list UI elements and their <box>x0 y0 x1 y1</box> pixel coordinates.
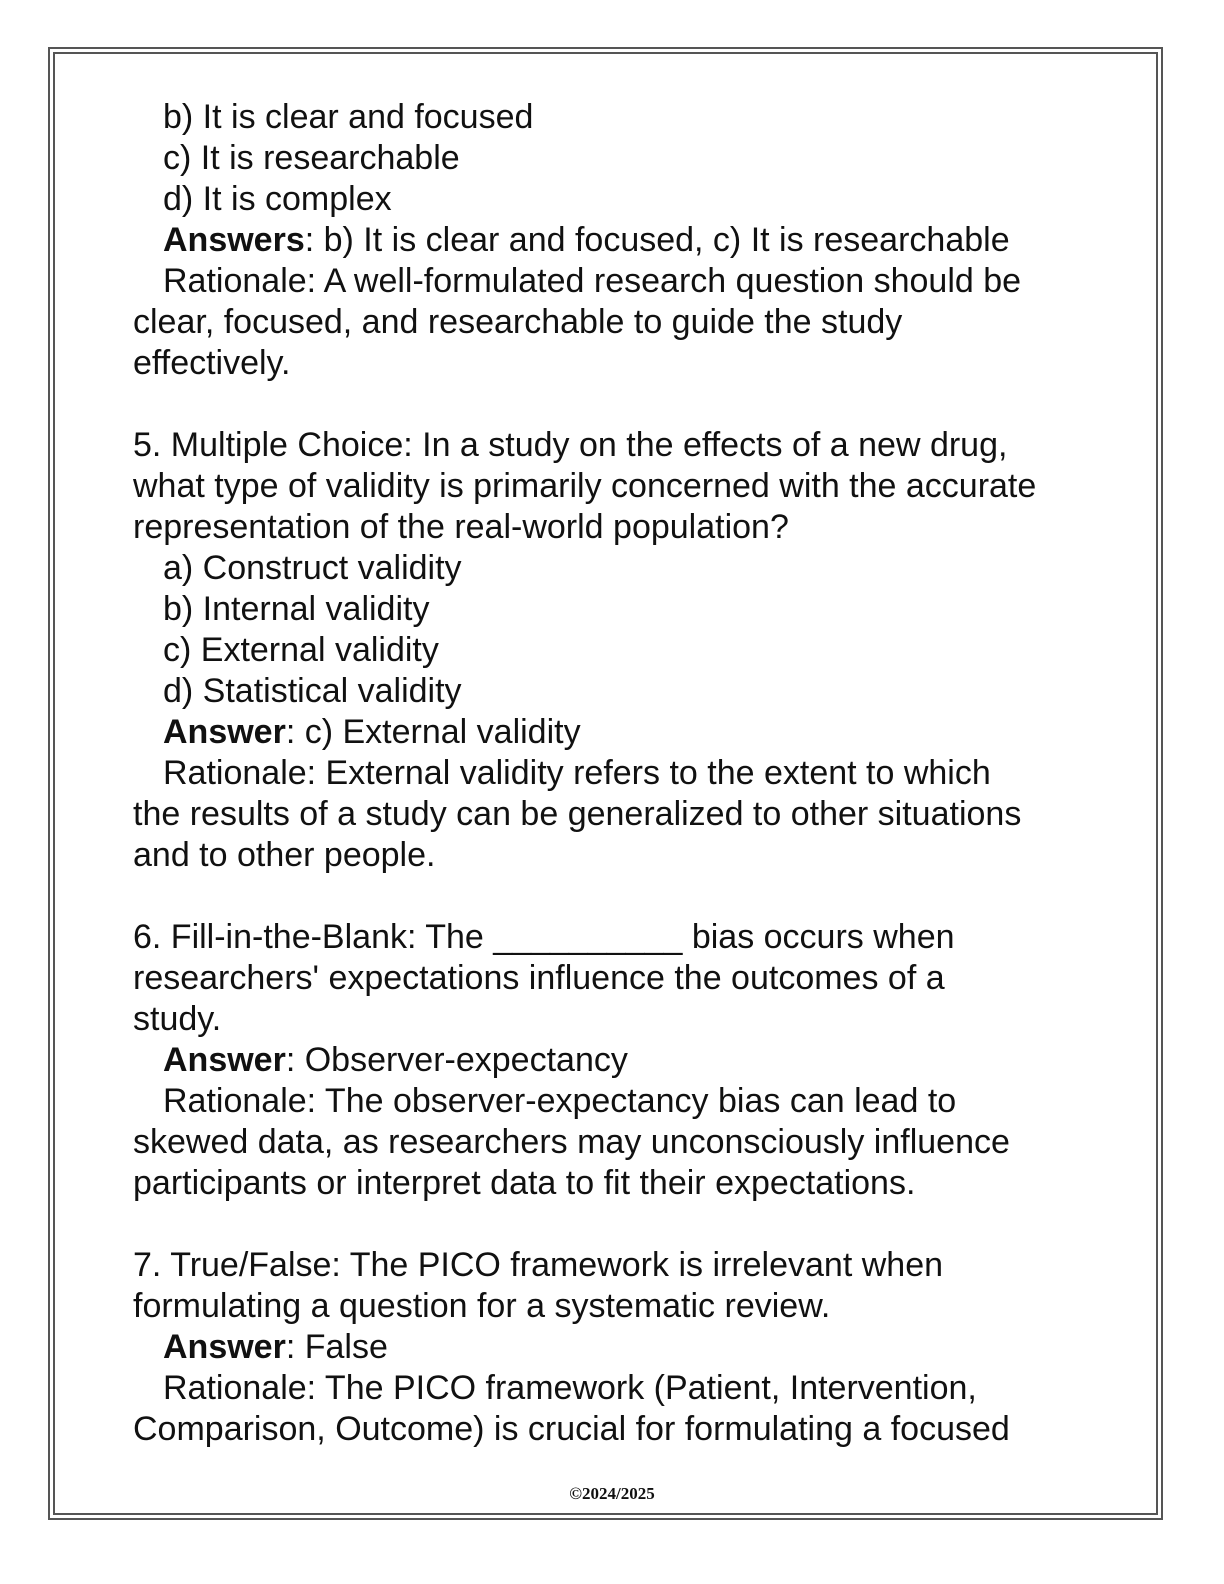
option-c: c) It is researchable <box>163 139 460 177</box>
question-text: 6. Fill-in-the-Blank: The __________ bias occurs when <box>133 918 955 956</box>
rationale-line: Rationale: The PICO framework (Patient, Intervention, <box>163 1369 977 1407</box>
option-d: d) Statistical validity <box>163 672 462 710</box>
question-7 <box>133 1245 1093 1450</box>
option-b: b) It is clear and focused <box>163 98 534 136</box>
document-body <box>133 97 1093 1450</box>
answer-label: Answer <box>163 1328 286 1366</box>
rationale-line: skewed data, as researchers may unconsciously influence <box>133 1123 1010 1161</box>
page-footer-copyright: ©2024/2025 <box>569 1484 655 1503</box>
question-4 <box>133 97 1093 384</box>
question-text: 5. Multiple Choice: In a study on the effects of a new drug, <box>133 426 1008 464</box>
answer-text: : Observer-expectancy <box>285 1041 628 1079</box>
answer-text: : b) It is clear and focused, c) It is researchable <box>304 221 1010 259</box>
rationale-line: the results of a study can be generalized to other situations <box>133 795 1022 833</box>
answer-label: Answer <box>163 713 286 751</box>
rationale-line: clear, focused, and researchable to guide the study <box>133 303 903 341</box>
answer-text: : False <box>285 1328 388 1366</box>
answer-line <box>133 1040 1093 1081</box>
question-text: formulating a question for a systematic review. <box>133 1287 831 1325</box>
question-text: study. <box>133 1000 222 1038</box>
option-d: d) It is complex <box>163 180 392 218</box>
rationale-line: Rationale: A well-formulated research question should be <box>163 262 1022 300</box>
answer-text: : c) External validity <box>285 713 581 751</box>
rationale-line: Comparison, Outcome) is crucial for formulating a focused <box>133 1410 1010 1448</box>
question-text: what type of validity is primarily concerned with the accurate <box>133 467 1037 505</box>
answer-line <box>133 712 1093 753</box>
question-text: representation of the real-world population? <box>133 508 789 546</box>
option-b: b) Internal validity <box>163 590 430 628</box>
rationale-line: Rationale: The observer-expectancy bias can lead to <box>163 1082 957 1120</box>
answer-label: Answer <box>163 1041 286 1079</box>
question-text: 7. True/False: The PICO framework is irrelevant when <box>133 1246 944 1284</box>
rationale-line: participants or interpret data to fit their expectations. <box>133 1164 916 1202</box>
question-text: researchers' expectations influence the outcomes of a <box>133 959 945 997</box>
option-c: c) External validity <box>163 631 439 669</box>
option-a: a) Construct validity <box>163 549 462 587</box>
rationale-line: and to other people. <box>133 836 436 874</box>
rationale-line: Rationale: External validity refers to the extent to which <box>163 754 991 792</box>
rationale-line: effectively. <box>133 344 291 382</box>
question-6 <box>133 917 1093 1204</box>
answer-line <box>133 220 1093 261</box>
answer-label: Answers <box>163 221 305 259</box>
question-5 <box>133 425 1093 876</box>
answer-line <box>133 1327 1093 1368</box>
